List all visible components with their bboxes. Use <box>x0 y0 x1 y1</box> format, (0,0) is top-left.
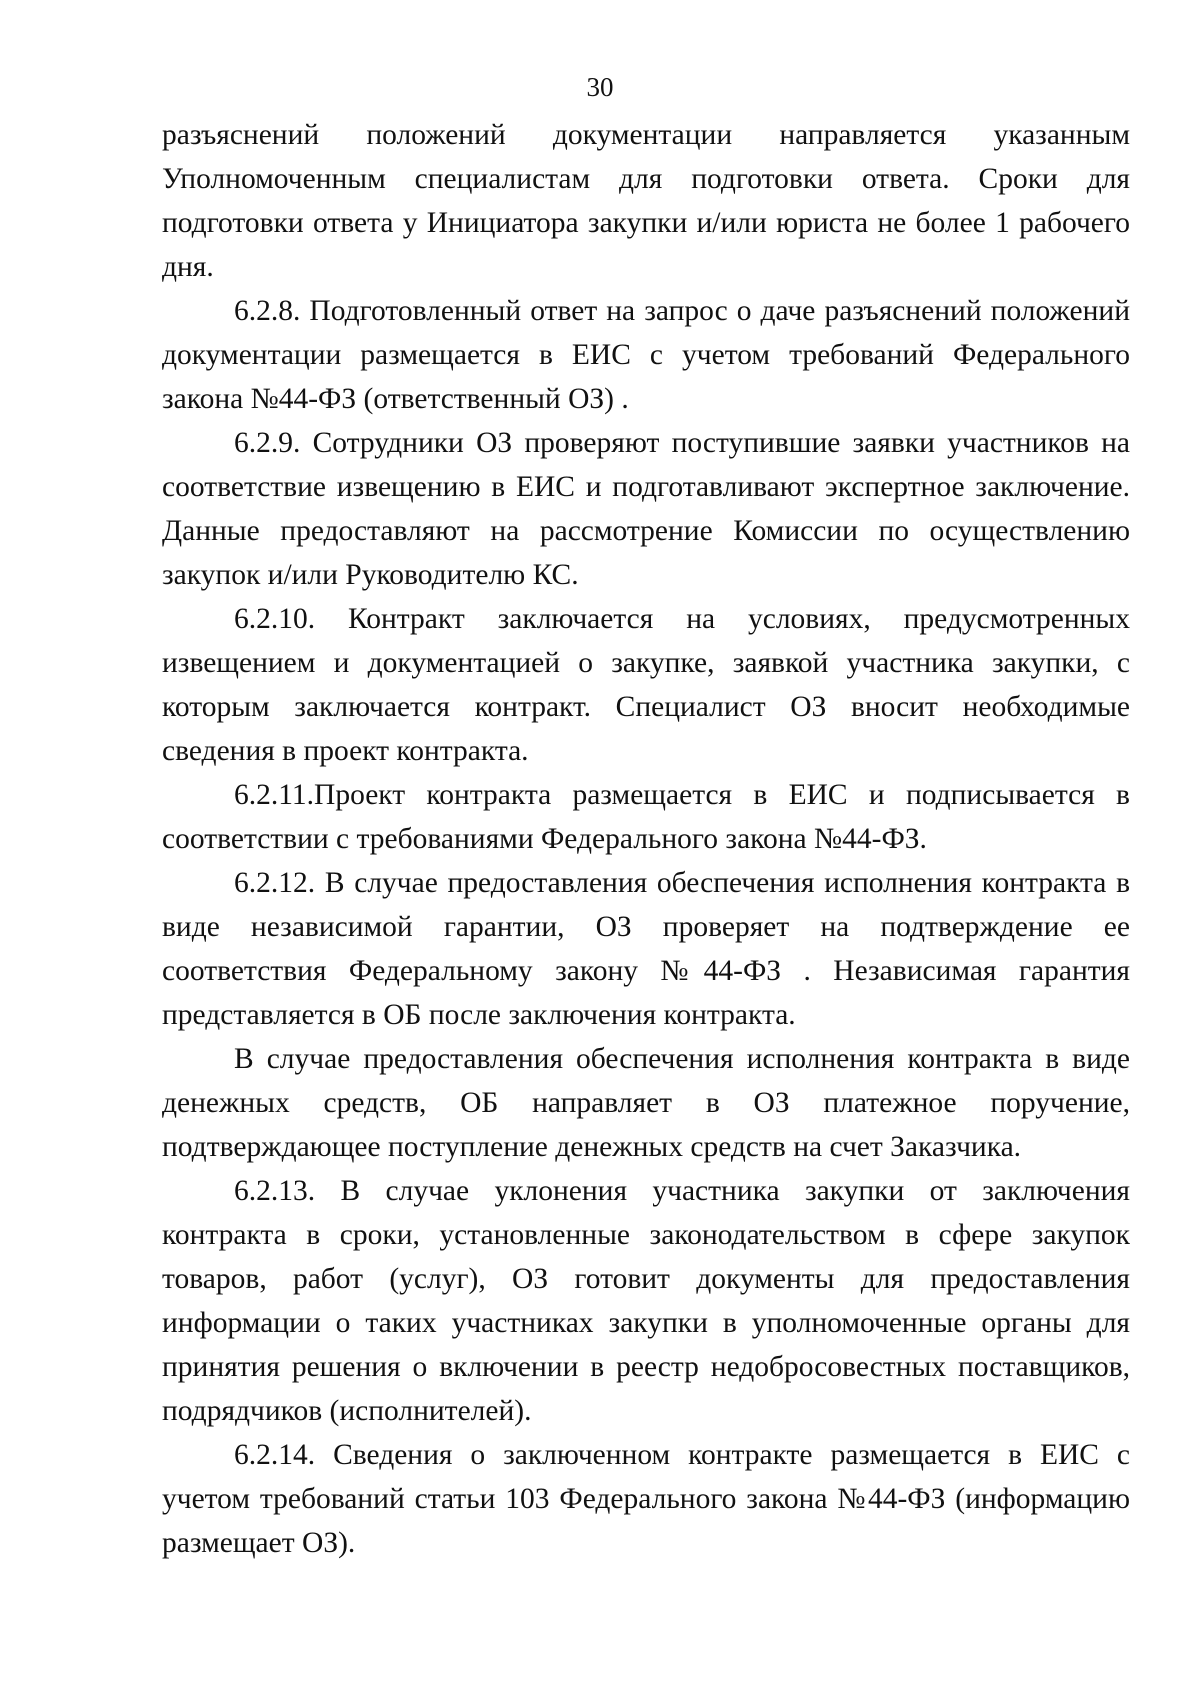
paragraph-continuation: разъяснений положений документации направляется указанным Уполномоченным специалистам для подготовки ответа. Сроки для подготовки ответа у Инициатора закупки и/или юриста не более 1 рабочего дня. <box>162 119 1130 283</box>
page-number: 30 <box>586 72 614 102</box>
paragraph-6-2-11: 6.2.11.Проект контракта размещается в ЕИС и подписывается в соответствии с требованиями Федерального закона №44-ФЗ. <box>162 779 1130 855</box>
paragraph-6-2-14: 6.2.14. Сведения о заключенном контракте размещается в ЕИС с учетом требований статьи 103 Федерального закона №44-ФЗ (информацию размещает ОЗ). <box>162 1439 1130 1559</box>
paragraph-6-2-12: 6.2.12. В случае предоставления обеспечения исполнения контракта в виде независимой гарантии, ОЗ проверяет на подтверждение ее соответствия Федеральному закону №44-ФЗ . Независимая гарантия представляется в ОБ после заключения контракта. <box>162 867 1130 1031</box>
paragraph-6-2-13: 6.2.13. В случае уклонения участника закупки от заключения контракта в сроки, установленные законодательством в сфере закупок товаров, работ (услуг), ОЗ готовит документы для предоставления информации о таких участниках закупки в уполномоченные органы для принятия решения о включении в реестр недобросовестных поставщиков, подрядчиков (исполнителей). <box>162 1175 1130 1427</box>
paragraph-6-2-8: 6.2.8. Подготовленный ответ на запрос о даче разъяснений положений документации размещается в ЕИС с учетом требований Федерального закона №44-ФЗ (ответственный ОЗ) . <box>162 295 1130 415</box>
paragraph-6-2-10: 6.2.10. Контракт заключается на условиях, предусмотренных извещением и документацией о закупке, заявкой участника закупки, с которым заключается контракт. Специалист ОЗ вносит необходимые сведения в проект контракта. <box>162 603 1130 767</box>
document-body <box>162 113 1130 1565</box>
paragraph-6-2-12-cash: В случае предоставления обеспечения исполнения контракта в виде денежных средств, ОБ направляет в ОЗ платежное поручение, подтверждающее поступление денежных средств на счет Заказчика. <box>162 1043 1130 1163</box>
paragraph-6-2-9: 6.2.9. Сотрудники ОЗ проверяют поступившие заявки участников на соответствие извещению в ЕИС и подготавливают экспертное заключение. Данные предоставляют на рассмотрение Комиссии по осуществлению закупок и/или Руководителю КС. <box>162 427 1130 591</box>
